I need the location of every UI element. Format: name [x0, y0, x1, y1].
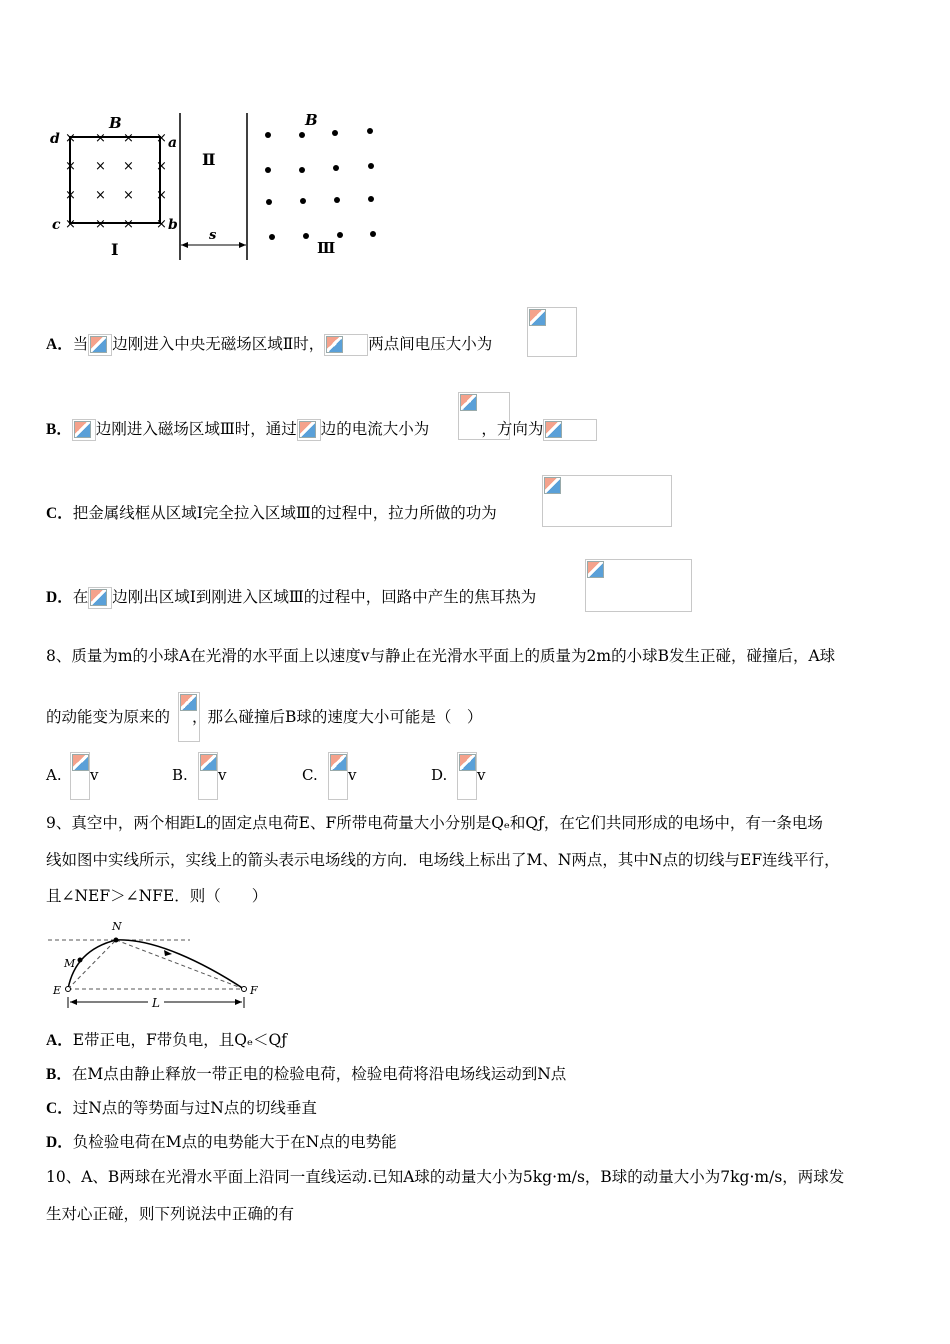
- q8-stem-line1: 8、质量为m的小球A在光滑的水平面上以速度v与静止在光滑水平面上的质量为2m的小球B发生正碰，碰撞后，A球: [46, 647, 836, 665]
- q9-option-a: A．E带正电，F带负电，且Qₑ＜Qƒ: [46, 1031, 287, 1049]
- label-region-1: Ⅰ: [111, 240, 119, 259]
- formula-image: [297, 419, 321, 441]
- svg-text:×: ×: [123, 159, 134, 174]
- svg-text:×: ×: [95, 217, 106, 232]
- q9-stem-line2: 线如图中实线所示，实线上的箭头表示电场线的方向．电场线上标出了M、N两点，其中N点的切线与EF连线平行，: [46, 851, 840, 869]
- formula-image: [542, 475, 672, 527]
- wire-frame-abcd: [70, 137, 160, 223]
- formula-image: [72, 419, 96, 441]
- label-m: M: [64, 957, 76, 970]
- q8-option-b: B. v: [172, 752, 192, 800]
- svg-text:×: ×: [95, 131, 106, 146]
- q10-stem-line1: 10、A、B两球在光滑水平面上沿同一直线运动.已知A球的动量大小为5kg·m/s，B球的动量大小为7kg·m/s，两球发: [46, 1168, 845, 1186]
- q10-stem-line2: 生对心正碰，则下列说法中正确的有: [46, 1205, 295, 1223]
- svg-text:×: ×: [123, 217, 134, 232]
- formula-image: [324, 334, 368, 356]
- formula-image: [457, 752, 477, 800]
- svg-text:×: ×: [95, 159, 106, 174]
- label-s: s: [209, 228, 217, 243]
- svg-text:×: ×: [65, 131, 76, 146]
- svg-text:×: ×: [123, 131, 134, 146]
- svg-text:×: ×: [65, 188, 76, 203]
- q9-option-c: C．过N点的等势面与过N点的切线垂直: [46, 1099, 317, 1117]
- formula-image: [328, 752, 348, 800]
- svg-text:×: ×: [156, 159, 167, 174]
- q8-options: [46, 752, 906, 802]
- svg-text:×: ×: [95, 188, 106, 203]
- label-e: E: [53, 984, 62, 997]
- q8-option-a: A. v: [46, 752, 66, 800]
- svg-text:×: ×: [123, 188, 134, 203]
- q7-option-d: D．在 边刚出区域Ⅰ到刚进入区域Ⅲ的过程中，回路中产生的焦耳热为: [46, 587, 536, 609]
- q9-option-b: B．在M点由静止释放一带正电的检验电荷，检验电荷将沿电场线运动到N点: [46, 1065, 567, 1083]
- label-l: L: [152, 996, 160, 1010]
- q8-option-d: D. v: [431, 752, 451, 800]
- svg-text:×: ×: [156, 188, 167, 203]
- label-c: c: [52, 217, 61, 233]
- formula-image: [585, 559, 692, 612]
- region1-crosses: [65, 131, 167, 232]
- region3-dots: [265, 128, 376, 240]
- q9-stem-line1: 9、真空中，两个相距L的固定点电荷E、F所带电荷量大小分别是Qₑ和Qƒ，在它们共同形成的电场中，有一条电场: [46, 814, 823, 832]
- electric-field-figure: [44, 918, 274, 1018]
- label-field-b1: B: [109, 114, 122, 132]
- magnetic-regions-figure: [40, 105, 400, 265]
- formula-image: [88, 334, 112, 356]
- label-region-3: Ⅲ: [317, 239, 336, 257]
- label-field-b2: B: [305, 111, 318, 129]
- formula-image: [70, 752, 90, 800]
- formula-image: [543, 419, 597, 441]
- q9-stem-line3: 且∠NEF＞∠NFE．则（ ）: [46, 887, 268, 905]
- q7-option-a: A．当 边刚进入中央无磁场区域Ⅱ时， 两点间电压大小为: [46, 334, 492, 356]
- svg-text:×: ×: [156, 217, 167, 232]
- label-b: b: [168, 217, 178, 233]
- formula-image: [527, 307, 577, 357]
- formula-image: [198, 752, 218, 800]
- q8-stem-line2: 的动能变为原来的 ，那么碰撞后B球的速度大小可能是（ ）: [46, 708, 483, 726]
- formula-image: [88, 587, 112, 609]
- q8-option-c: C. v: [302, 752, 322, 800]
- svg-text:×: ×: [65, 159, 76, 174]
- svg-text:×: ×: [156, 131, 167, 146]
- q7-option-c: C．把金属线框从区域Ⅰ完全拉入区域Ⅲ的过程中，拉力所做的功为: [46, 504, 497, 522]
- label-d: d: [50, 131, 60, 147]
- label-a: a: [168, 135, 178, 151]
- label-n: N: [112, 920, 122, 933]
- label-f: F: [250, 984, 258, 997]
- q7-option-b: B． 边刚进入磁场区域Ⅲ时，通过 边的电流大小为 ，方向为: [46, 419, 597, 441]
- q9-option-d: D．负检验电荷在M点的电势能大于在N点的电势能: [46, 1133, 397, 1151]
- label-region-2: Ⅱ: [202, 150, 216, 169]
- svg-text:×: ×: [65, 217, 76, 232]
